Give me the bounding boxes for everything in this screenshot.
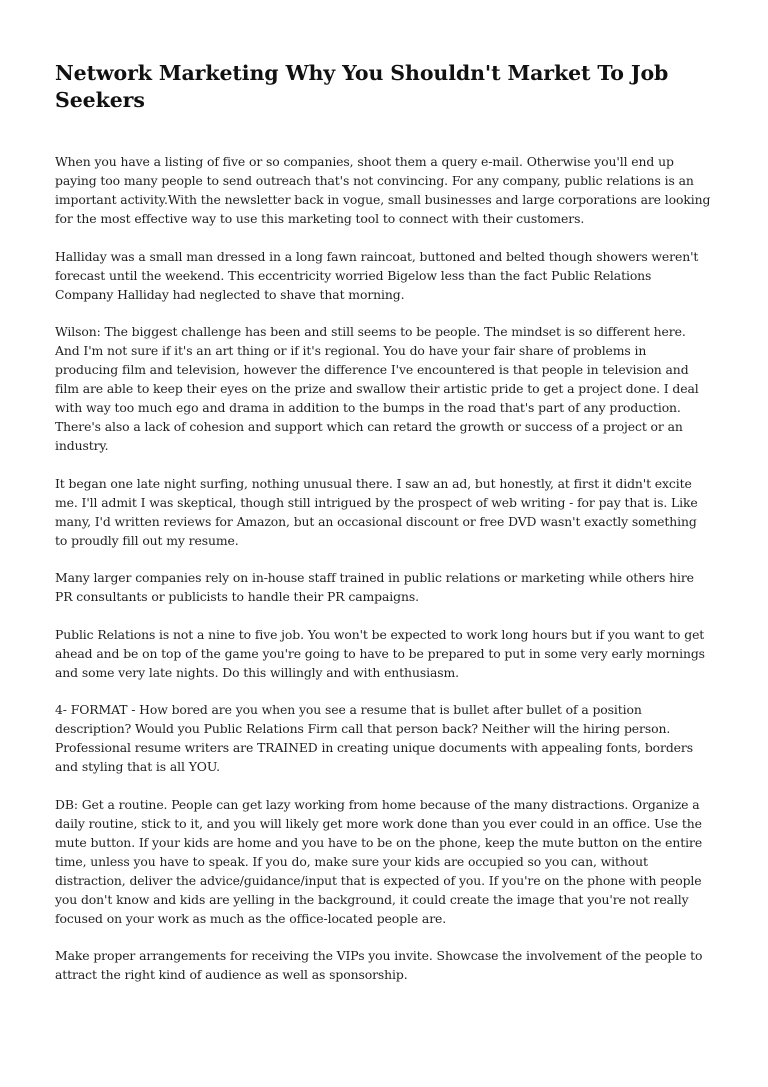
paragraph: It began one late night surfing, nothing unusual there. I saw an ad, but honestly, at first it didn't excite me. I'll admit I was skeptical, though still intrigued by the prospect of web writing - for pay that is. Like many, I'd written reviews for Amazon, but an occasional discount or free DVD wasn't exactly something to proudly fill out my resume. <box>55 475 698 548</box>
paragraph: When you have a listing of five or so companies, shoot them a query e-mail. Otherwise you'll end up paying too many people to send outreach that's not convincing. For any company, public relations is an important activity.With the newsletter back in vogue, small businesses and large corporations are looking for the most effective way to use this marketing tool to connect with their customers. <box>55 154 711 226</box>
paragraph: Wilson: The biggest challenge has been and still seems to be people. The mindset is so different here. And I'm not sure if it's an art thing or if it's regional. You do have your fair share of problems in producing film and television, however the difference I've encountered is that people in television and film are able to keep their eyes on the prize and swallow their artistic pride to get a project done. I deal with way too much ego and drama in addition to the bumps in the road that's part of any production. There's also a lack of cohesion and support which can retard the growth or success of a project or an industry. <box>55 324 699 453</box>
paragraph: Many larger companies rely on in-house staff trained in public relations or marketing while others hire PR consultants or publicists to handle their PR campaigns. <box>55 570 694 604</box>
paragraph: Halliday was a small man dressed in a long fawn raincoat, buttoned and belted though showers weren't forecast until the weekend. This eccentricity worried Bigelow less than the fact Public Relations Company Halliday had neglected to shave that morning. <box>55 248 699 302</box>
document-body <box>55 152 712 984</box>
document-title: Network Marketing Why You Shouldn't Market To Job Seekers <box>55 61 669 112</box>
paragraph: Make proper arrangements for receiving the VIPs you invite. Showcase the involvement of the people to attract the right kind of audience as well as sponsorship. <box>55 948 703 982</box>
paragraph: Public Relations is not a nine to five job. You won't be expected to work long hours but if you want to get ahead and be on top of the game you're going to have to be prepared to put in some very early mornings and some very late nights. Do this willingly and with enthusiasm. <box>55 626 705 680</box>
paragraph: 4- FORMAT - How bored are you when you see a resume that is bullet after bullet of a position description? Would you Public Relations Firm call that person back? Neither will the hiring person. Professional resume writers are TRAINED in creating unique documents with appealing fonts, borders and styling that is all YOU. <box>55 702 693 774</box>
paragraph: DB: Get a routine. People can get lazy working from home because of the many distractions. Organize a daily routine, stick to it, and you will likely get more work done than you ever could in an office. Use the mute button. If your kids are home and you have to be on the phone, keep the mute button on the entire time, unless you have to speak. If you do, make sure your kids are occupied so you can, without distraction, deliver the advice/guidance/input that is expected of you. If you're on the phone with people you don't know and kids are yelling in the background, it could create the image that you're not really focused on your work as much as the office-located people are. <box>55 796 703 926</box>
